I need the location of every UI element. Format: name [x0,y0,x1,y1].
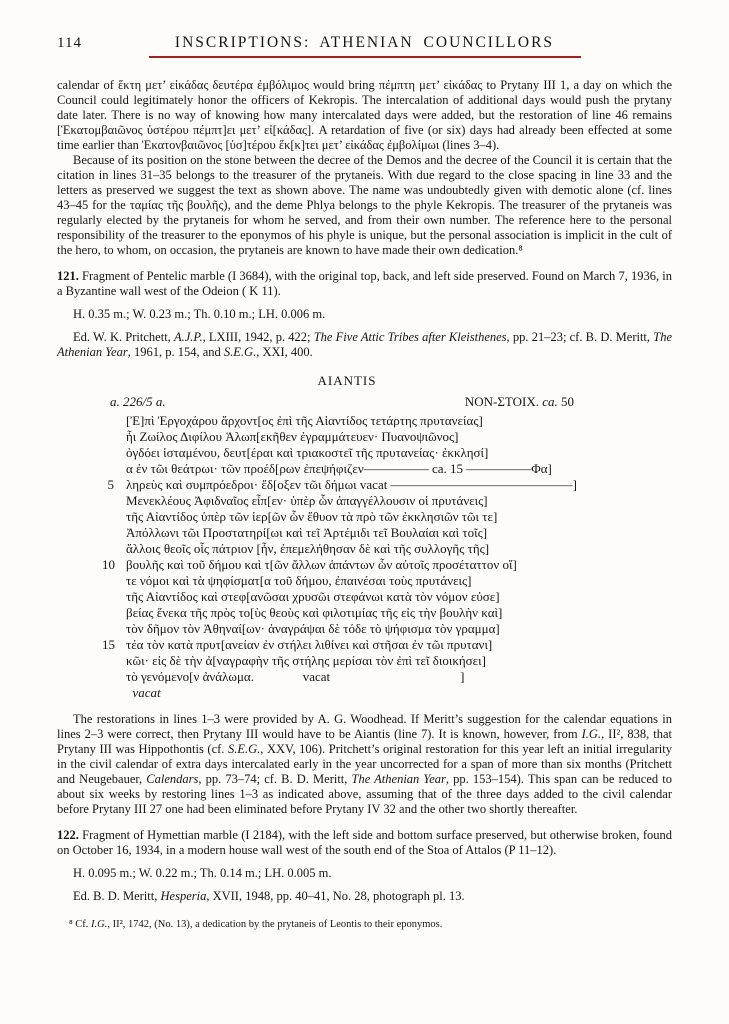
inscription-line-number [102,653,114,669]
inscription-line-text: κῶι· εἰς δὲ τὴν ἀ[ναγραφὴν τῆς στήλης μερίσαι τὸν ἐπὶ τεῖ διοικήσει] [126,653,486,668]
inscription-line [102,477,672,493]
paragraph-treasurer-discussion: Because of its position on the stone between the decree of the Demos and the decree of the Council it is certain that the citation in lines 31–35 belongs to the treasurer of the prytaneis. With due regard to the close spacing in line 33 and the letters as preserved we suggest the text as shown above. The name was undoubtedly given with demotic alone (cf. lines 43–45 for the ταμίας τῆς βουλῆς), and the deme Phlya belongs to the phyle Kekropis. The treasurer of the prytaneis was regularly elected by the prytaneis for whom he served, and from their own number. The reference here to the personal responsibility of the treasurer to the eponymos of his phyle is unique, but the personal association is implicit in the cult of the hero, to whom, on occasion, the prytaneis are known to have made their own dedication.⁸ [57,153,672,257]
inscription-stoichedon-note: ΝΟΝ-ΣΤΟΙΧ. ca. 50 [464,394,574,409]
inscription-line [102,461,672,477]
inscription-line-number: 15 [102,637,115,652]
inscription-line-text: ληρεὺς καὶ συμπρόεδροι· ἔδ[οξεν τῶι δήμωι vacat ——————————————] [126,477,577,492]
inscription-line-text: βουλῆς καὶ τοῦ δήμου καὶ τ[ῶν ἄλλων ἁπάντων ὧν αὐτοῖς προσέταττον οἵ] [126,557,517,572]
inscription-line-number [102,445,114,461]
inscription-greek-text [102,413,672,701]
inscription-line-number [102,573,114,589]
inscription-line-text: ἄλλοις θεοῖς οἷς πάτριον [ἦν, ἐπεμελήθησαν δὲ καὶ τῆς συλλογῆς τῆς] [126,541,490,556]
inscription-line [102,573,672,589]
inscription-date: a. 226/5 a. [110,394,166,409]
inscription-line-number [102,589,114,605]
inscription-line-text: [Ἐ]πὶ Ἐργοχάρου ἄρχοντ[ος ἐπὶ τῆς Αἰαντίδος τετάρτης πρυτανείας] [126,413,483,428]
inscription-line-text: τὸν δῆμον τὸν Ἀθηναί[ων· ἀναγράψαι δὲ τόδε τὸ ψήφισμα τὸν γραμμα] [126,621,500,636]
commentary-121: The restorations in lines 1–3 were provided by A. G. Woodhead. If Meritt’s suggestion for the calendar equations in lines 2–3 were correct, then Prytany III would have to be Aiantis (line 7). It is known, however, from I.G., II², 838, that Prytany III was Hippothontis (cf. S.E.G., XXV, 106). Pritchett’s original restoration for this year left an initial irregularity in the civil calendar of extra days intercalated early in the year uncorrected for a span of more than six months (Pritchett and Neugebauer, Calendars, pp. 73–74; cf. B. D. Meritt, The Athenian Year, pp. 153–154). This span can be reduced to about six weeks by restoring lines 1–3 as indicated above, assuming that of the three days added to the civil calendar before Prytany III 27 one had been eliminated before Prytany IV 32 and the other two shortly thereafter. [57,712,672,816]
inscription-line-number [102,669,114,685]
entry-122-heading: 122. Fragment of Hymettian marble (I 2184), with the left side and bottom surface preserved, but otherwise broken, found on October 16, 1934, in a modern house wall west of the south end of the Stoa of Attalos (P 11–12). [57,828,672,857]
inscription-line-number [102,621,114,637]
inscription-line [102,429,672,445]
inscription-line-text: τέα τὸν κατὰ πρυτ[ανείαν ἐν στήλει λιθίνει καὶ στῆσαι ἐν τῶι πρυτανι] [126,637,493,652]
header-underline [149,56,581,58]
inscription-line-text: ἧι Ζωίλος Διφίλου Ἁλωπ[εκῆθεν ἐγραμμάτευεν· Πυανοψιῶνος] [126,429,459,444]
inscription-line-text: α ἐν τῶι θεάτρωι· τῶν προέδ[ρων ἐπεψήφιζεν————— ca. 15 —————Φα] [126,461,552,476]
inscription-line [102,493,672,509]
inscription-header-row [102,394,574,410]
inscription-line [102,589,672,605]
inscription-line-text: Μενεκλέους Ἀφιδναῖος εἶπ[εν· ὑπὲρ ὧν ἀπαγγέλλουσιν οἱ πρυτάνεις] [126,493,488,508]
inscription-line-number [102,493,114,509]
page-number: 114 [57,35,82,51]
inscription-line [102,445,672,461]
inscription-line-number [102,461,114,477]
inscription-tribe-title: AIANTIS [317,373,377,388]
entry-122-edition: Ed. B. D. Meritt, Hesperia, XVII, 1948, pp. 40–41, No. 28, photograph pl. 13. [73,889,465,903]
inscription-line-text: Ἀπόλλωνι τῶι Προστατηρί[ωι καὶ τεῖ Ἀρτέμιδι τεῖ Βουλαίαι καὶ τοῖς] [126,525,488,540]
footnote-8: ⁸ Cf. I.G., II², 1742, (No. 13), a dedication by the prytaneis of Leontis to their eponymos. [69,919,443,930]
paragraph-calendar-discussion: calendar of ἕκτη μετ’ εἰκάδας δευτέρα ἐμβόλιμος would bring πέμπτη μετ’ εἰκάδας to Prytany III 1, a day on which the Council could legitimately honor the officers of Kekropis. The intercalation of additional days would push the prytany date later. There is no way of knowing how many intercalated days were added, but the restoration of line 46 remains [Ἑκατομβαιῶνος ὑστέρου πέμπτ]ει μετ’ εἰ[κάδας]. A retardation of five (or six) days had already been effected at some time earlier than Ἑκατονβαιῶνος [ὑσ]τέρου ἕκ[κ]τει μετ’ εἰκάδας ἐμβολίμωι (lines 3–4). [57,78,672,152]
inscription-line-number [102,541,114,557]
inscription-line-text: vacat [126,685,161,700]
inscription-line [102,621,672,637]
inscription-line [102,685,672,701]
inscription-line-text: ὀγδόει ἱσταμένου, δευτ[έραι καὶ τριακοστεῖ τῆς πρυτανείας· ἐκκλησί] [126,445,489,460]
inscription-line [102,605,672,621]
inscription-line [102,637,672,653]
inscription-line [102,557,672,573]
page-header [57,34,672,58]
entry-121-heading: 121. Fragment of Pentelic marble (I 3684), with the original top, back, and left side preserved. Found on March 7, 1936, in a Byzantine wall west of the Odeion ( K 11). [57,269,672,298]
inscription-line-number [102,509,114,525]
inscription-block [102,373,672,701]
inscription-line-number [102,525,114,541]
inscription-line-number [102,605,114,621]
inscription-line [102,413,672,429]
inscription-line-text: βείας ἕνεκα τῆς πρὸς το[ὺς θεοὺς καὶ φιλοτιμίας τῆς εἰς τὴν βουλὴν καὶ] [126,605,503,620]
inscription-line [102,509,672,525]
entry-121-dimensions: H. 0.35 m.; W. 0.23 m.; Th. 0.10 m.; LH. 0.006 m. [73,307,326,321]
entry-122-dimensions: H. 0.095 m.; W. 0.22 m.; Th. 0.14 m.; LH. 0.005 m. [73,866,332,880]
inscription-line-number: 5 [107,477,114,492]
inscription-line-number: 10 [102,557,115,572]
inscription-line [102,669,672,685]
page-title: INSCRIPTIONS: ATHENIAN COUNCILLORS [174,34,555,51]
inscription-line-text: τὸ γενόμενο[ν ἀνάλωμα. vacat ] [126,669,465,684]
inscription-line-number [102,429,114,445]
inscription-line-number [102,685,114,701]
inscription-line [102,653,672,669]
inscription-line [102,525,672,541]
inscription-line-text: τε νόμοι καὶ τὰ ψηφίσματ[α τοῦ δήμου, ἐπαινέσαι τοὺς πρυτάνεις] [126,573,472,588]
entry-121-edition: Ed. W. K. Pritchett, A.J.P., LXIII, 1942, p. 422; The Five Attic Tribes after Kleisthenes, pp. 21–23; cf. B. D. Meritt, The Athenian Year, 1961, p. 154, and S.E.G., XXI, 400. [57,330,672,359]
inscription-line-text: τῆς Αἰαντίδος ὑπὲρ τῶν ἱερ[ῶν ὧν ἔθυον τὰ πρὸ τῶν ἐκκλησιῶν τῶι τε] [126,509,498,524]
inscription-line-text: τῆς Αἰαντίδος καὶ στεφ[ανῶσαι χρυσῶι στεφάνωι κατὰ τὸν νόμον εὐσε] [126,589,500,604]
inscription-line [102,541,672,557]
inscription-line-number [102,413,114,429]
